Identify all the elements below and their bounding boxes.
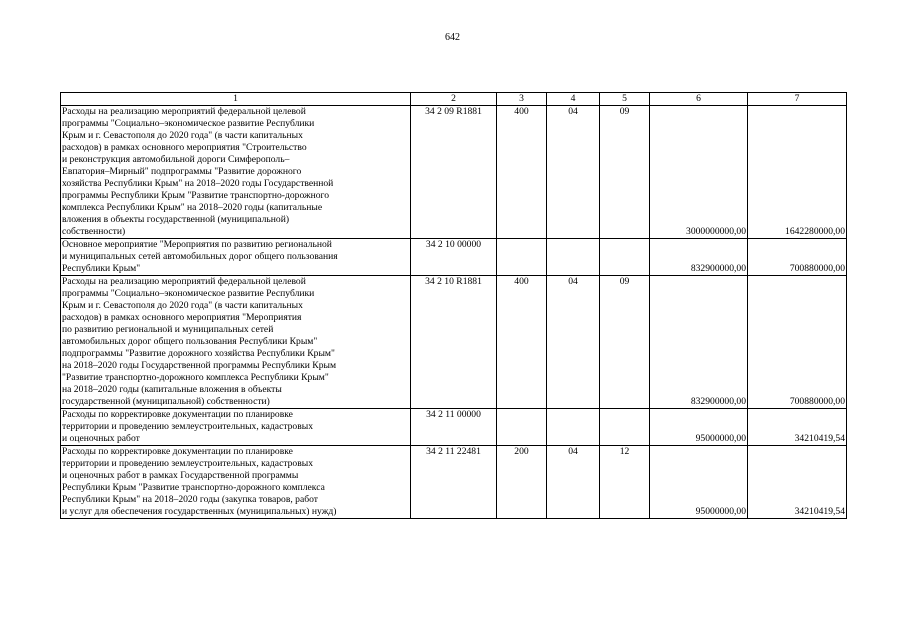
header-cell-2: 2: [411, 93, 497, 106]
row-amount-7: 700880000,00: [748, 239, 847, 276]
description-line: территории и проведению землеустроительных, кадастровых: [62, 458, 313, 469]
row-description: [61, 106, 411, 239]
row-code: 34 2 10 R1881: [411, 276, 497, 409]
row-col-4: 04: [547, 276, 600, 409]
row-col-5: [600, 409, 650, 446]
description-line: "Развитие транспортно-дорожного комплекса Республики Крым": [62, 372, 329, 383]
page-number: 642: [445, 32, 460, 43]
description-line: государственной (муниципальной) собственности): [62, 396, 270, 407]
description-line: Евпатория–Мирный" подпрограммы "Развитие дорожного: [62, 166, 302, 177]
description-line: программы "Социально–экономическое развитие Республики: [62, 288, 315, 299]
row-col-3: 400: [497, 276, 547, 409]
row-amount-6: 95000000,00: [650, 446, 748, 519]
row-col-5: 09: [600, 106, 650, 239]
header-cell-4: 4: [547, 93, 600, 106]
table-row: [61, 409, 847, 446]
row-description: [61, 276, 411, 409]
row-col-3: 400: [497, 106, 547, 239]
table-row: [61, 446, 847, 519]
row-code: 34 2 11 00000: [411, 409, 497, 446]
description-line: расходов) в рамках основного мероприятия "Строительство: [62, 142, 307, 153]
row-col-3: [497, 409, 547, 446]
description-line: Крым и г. Севастополя до 2020 года" (в части капитальных: [62, 300, 303, 311]
description-line: на 2018–2020 годы (капитальные вложения в объекты: [62, 384, 282, 395]
table-row: [61, 239, 847, 276]
description-line: подпрограммы "Развитие дорожного хозяйства Республики Крым": [62, 348, 335, 359]
description-line: Республики Крым "Развитие транспортно-дорожного комплекса: [62, 482, 325, 493]
description-line: Крым и г. Севастополя до 2020 года" (в части капитальных: [62, 130, 303, 141]
description-line: и услуг для обеспечения государственных (муниципальных) нужд): [62, 506, 337, 517]
budget-table: [60, 92, 847, 519]
row-amount-7: 700880000,00: [748, 276, 847, 409]
description-line: собственности): [62, 226, 126, 237]
description-line: Основное мероприятие "Мероприятия по развитию региональной: [62, 239, 332, 250]
row-col-4: [547, 239, 600, 276]
row-col-5: [600, 239, 650, 276]
description-line: программы "Социально–экономическое развитие Республики: [62, 118, 315, 129]
row-col-3: [497, 239, 547, 276]
row-amount-7: 1642280000,00: [748, 106, 847, 239]
row-amount-6: 832900000,00: [650, 276, 748, 409]
description-line: Расходы на реализацию мероприятий федеральной целевой: [62, 276, 306, 287]
row-code: 34 2 09 R1881: [411, 106, 497, 239]
header-cell-5: 5: [600, 93, 650, 106]
description-line: программы Республики Крым "Развитие транспортно-дорожного: [62, 190, 330, 201]
description-line: хозяйства Республики Крым" на 2018–2020 годы Государственной: [62, 178, 334, 189]
header-cell-3: 3: [497, 93, 547, 106]
description-line: Расходы по корректировке документации по планировке: [62, 446, 293, 457]
description-line: Республики Крым": [62, 263, 141, 274]
description-line: Республики Крым" на 2018–2020 годы (закупка товаров, работ: [62, 494, 318, 505]
row-amount-6: 95000000,00: [650, 409, 748, 446]
description-line: расходов) в рамках основного мероприятия "Мероприятия: [62, 312, 302, 323]
description-line: территории и проведению землеустроительных, кадастровых: [62, 421, 313, 432]
description-line: и оценочных работ: [62, 433, 140, 444]
description-line: и оценочных работ в рамках Государственной программы: [62, 470, 299, 481]
description-line: вложения в объекты государственной (муниципальной): [62, 214, 290, 225]
description-line: Расходы на реализацию мероприятий федеральной целевой: [62, 106, 306, 117]
row-col-4: 04: [547, 446, 600, 519]
description-line: по развитию региональной и муниципальных сетей: [62, 324, 274, 335]
header-cell-7: 7: [748, 93, 847, 106]
row-col-4: [547, 409, 600, 446]
description-line: Расходы по корректировке документации по планировке: [62, 409, 293, 420]
row-amount-6: 3000000000,00: [650, 106, 748, 239]
description-line: и муниципальных сетей автомобильных дорог общего пользования: [62, 251, 338, 262]
row-code: 34 2 10 00000: [411, 239, 497, 276]
row-amount-7: 34210419,54: [748, 446, 847, 519]
description-line: автомобильных дорог общего пользования Республики Крым": [62, 336, 318, 347]
row-amount-6: 832900000,00: [650, 239, 748, 276]
row-code: 34 2 11 22481: [411, 446, 497, 519]
row-description: [61, 446, 411, 519]
description-line: комплекса Республики Крым" на 2018–2020 годы (капитальные: [62, 202, 323, 213]
row-col-5: 09: [600, 276, 650, 409]
description-line: на 2018–2020 годы Государственной программы Республики Крым: [62, 360, 337, 371]
row-amount-7: 34210419,54: [748, 409, 847, 446]
row-col-4: 04: [547, 106, 600, 239]
row-description: [61, 409, 411, 446]
header-cell-1: 1: [61, 93, 411, 106]
header-cell-6: 6: [650, 93, 748, 106]
description-line: и реконструкция автомобильной дороги Симферополь–: [62, 154, 290, 165]
row-col-3: 200: [497, 446, 547, 519]
row-description: [61, 239, 411, 276]
header-row: [61, 93, 847, 106]
table-row: [61, 276, 847, 409]
row-col-5: 12: [600, 446, 650, 519]
table-row: [61, 106, 847, 239]
